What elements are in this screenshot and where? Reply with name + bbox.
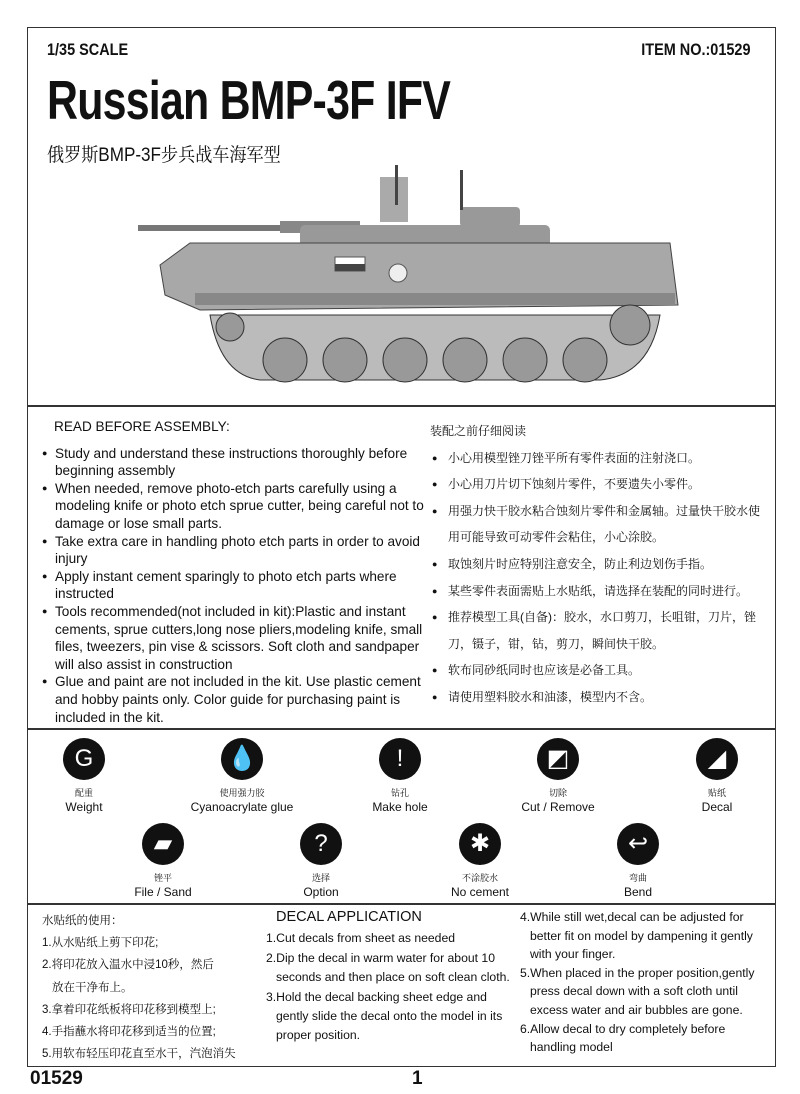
list-item: ● 推荐模型工具(自备)：胶水，水口剪刀，长咀钳，刀片，锉刀，镊子，钳，钻，剪刀，瞬间快干胶。	[430, 604, 770, 657]
list-item: ● Take extra care in handling photo etch parts in order to avoid injury	[42, 533, 437, 568]
section-heading: READ BEFORE ASSEMBLY:	[54, 419, 230, 434]
step: gently slide the decal onto the model in its	[276, 1009, 503, 1024]
step: 6.Allow decal to dry completely before	[520, 1021, 726, 1036]
page-number: 1	[412, 1068, 423, 1089]
step: 1.从水贴纸上剪下印花;	[42, 937, 159, 950]
symbol-make-hole: ! 钻孔 Make hole	[340, 738, 460, 814]
step: 2.将印花放入温水中浸10秒，然后	[42, 959, 214, 972]
section-heading: 水贴纸的使用：	[42, 915, 123, 927]
footer-item-number: 01529	[30, 1068, 83, 1089]
drill-icon: !	[379, 738, 421, 780]
step: 2.Dip the decal in warm water for about 10	[266, 950, 495, 965]
symbol-option: ? 选择 Option	[261, 823, 381, 899]
step: 5.用软布轻压印花直至水干，汽泡消失	[42, 1048, 236, 1061]
section-heading: 装配之前仔细阅读	[430, 424, 527, 438]
list-item: ● Apply instant cement sparingly to photo etch parts where instructed	[42, 568, 437, 603]
section-heading: DECAL APPLICATION	[276, 909, 422, 925]
step: seconds and then place on soft clean cloth.	[276, 970, 510, 985]
symbol-decal: ◢ 贴纸 Decal	[657, 738, 777, 814]
symbol-bend: ↩ 弯曲 Bend	[578, 823, 698, 899]
list-item: ● Tools recommended(not included in kit):Plastic and instant cements, sprue cutters,long nose pliers,modeling knife, small files, tweezers, pin vise & scissors. Soft cloth and sandpaper will also assist in construction	[42, 603, 437, 673]
symbol-glue: 💧 使用强力胶 Cyanoacrylate glue	[182, 738, 302, 814]
bend-arrow-icon: ↩	[617, 823, 659, 865]
step: handling model	[530, 1040, 613, 1055]
divider	[27, 728, 776, 730]
decal-instructions-en	[266, 908, 516, 1046]
divider	[27, 903, 776, 905]
decal-instructions-cn	[42, 910, 236, 1065]
step: proper position.	[276, 1028, 361, 1043]
decal-instructions-en-cont	[520, 908, 770, 1057]
step: 3.拿着印花纸板将印花移到模型上;	[42, 1003, 216, 1016]
step: 4.While still wet,decal can be adjusted for	[520, 910, 744, 924]
scale-label: 1/35 SCALE	[47, 40, 129, 59]
step: with your finger.	[530, 947, 616, 962]
symbol-no-cement: ✱ 不涂胶水 No cement	[420, 823, 540, 899]
step: 1.Cut decals from sheet as needed	[266, 931, 456, 946]
read-before-assembly-en	[42, 418, 437, 726]
list-item: ● 请使用塑料胶水和油漆，模型内不含。	[430, 684, 770, 711]
cut-icon: ◩	[537, 738, 579, 780]
step: 4.手指蘸水将印花移到适当的位置;	[42, 1026, 216, 1039]
divider	[27, 405, 776, 407]
step: excess water and air bubbles are gone.	[530, 1002, 743, 1017]
list-item: ● When needed, remove photo-etch parts carefully using a modeling knife or photo etch sprue cutter, being careful not to damage or lose small parts.	[42, 480, 437, 533]
list-item: ● Study and understand these instructions thoroughly before beginning assembly	[42, 445, 437, 480]
step: press decal down with a soft cloth until	[530, 984, 738, 999]
list-item: ● 用强力快干胶水粘合蚀刻片零件和金属轴。过量快干胶水使用可能导致可动零件会粘住，小心涂胶。	[430, 498, 770, 551]
page-subtitle-cn: 俄罗斯BMP-3F步兵战车海军型	[47, 145, 281, 166]
step: 3.Hold the decal backing sheet edge and	[266, 989, 487, 1004]
list-item: ● 某些零件表面需贴上水贴纸，请选择在装配的同时进行。	[430, 578, 770, 605]
list-item: ● 取蚀刻片时应特别注意安全，防止利边划伤手指。	[430, 551, 770, 578]
list-item: ● 小心用模型锉刀锉平所有零件表面的注射浇口。	[430, 445, 770, 472]
glue-drop-icon: 💧	[221, 738, 263, 780]
no-cement-icon: ✱	[459, 823, 501, 865]
question-icon: ?	[300, 823, 342, 865]
symbol-weight: G 配重 Weight	[24, 738, 144, 814]
step: better fit on model by dampening it gently	[530, 928, 753, 943]
symbol-file: ▰ 锉平 File / Sand	[103, 823, 223, 899]
page-title: Russian BMP-3F IFV	[47, 69, 451, 131]
weight-icon: G	[63, 738, 105, 780]
symbol-cut: ◩ 切除 Cut / Remove	[498, 738, 618, 814]
tank-illustration	[130, 165, 690, 395]
step: 放在干净布上。	[52, 981, 133, 994]
item-number: ITEM NO.:01529	[640, 40, 750, 59]
list-item: ● Glue and paint are not included in the kit. Use plastic cement and hobby paints only. Color guide for purchasing paint is included in the kit.	[42, 673, 437, 726]
list-item: ● 软布同砂纸同时也应该是必备工具。	[430, 657, 770, 684]
decal-icon: ◢	[696, 738, 738, 780]
file-icon: ▰	[142, 823, 184, 865]
step: 5.When placed in the proper position,gently	[520, 965, 755, 980]
list-item: ● 小心用刀片切下蚀刻片零件，不要遗失小零件。	[430, 471, 770, 498]
read-before-assembly-cn	[430, 418, 770, 711]
